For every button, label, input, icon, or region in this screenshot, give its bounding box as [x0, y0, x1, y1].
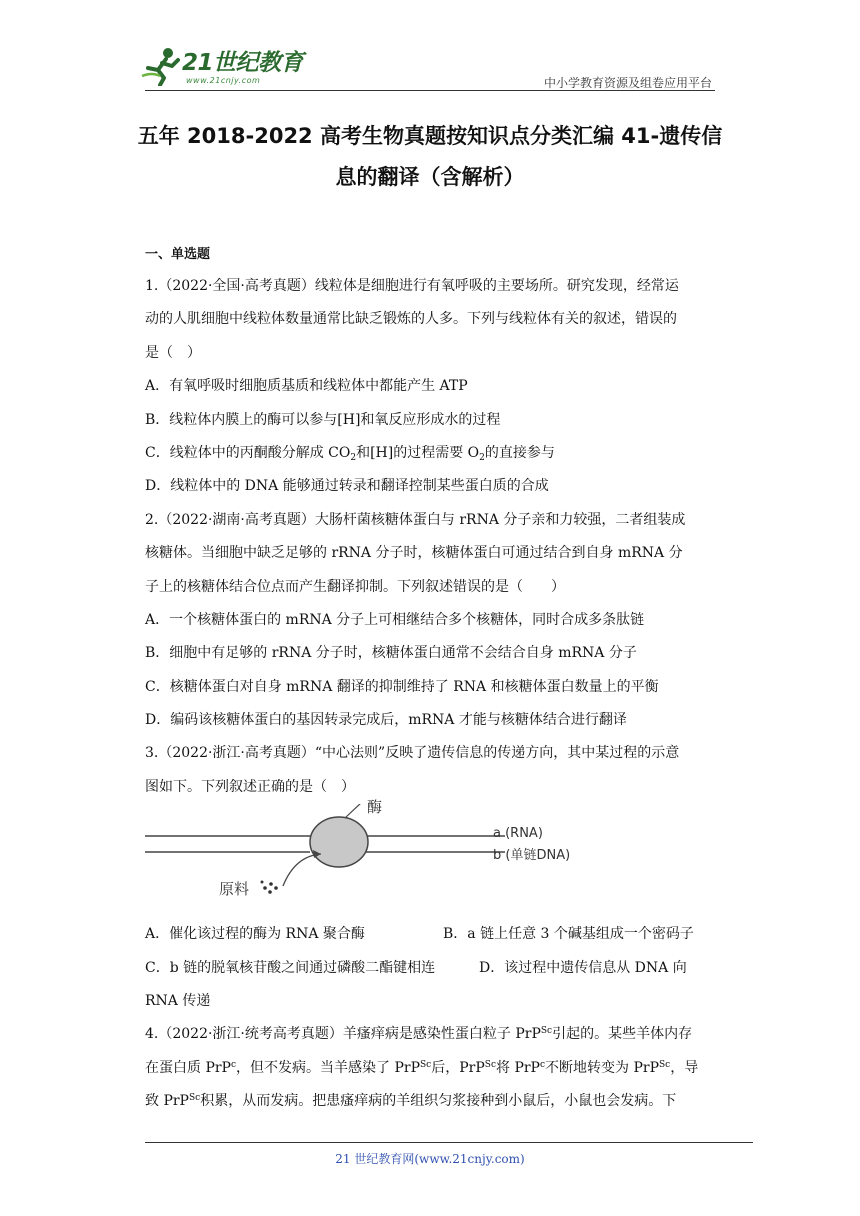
q2-option-d: D．编码该核糖体蛋白的基因转录完成后，mRNA 才能与核糖体结合进行翻译: [145, 712, 627, 729]
strand-a-label: a (RNA): [493, 826, 543, 842]
q4-l2-part: 将 PrP: [496, 1059, 540, 1076]
superscript-sc: Sc: [540, 1026, 553, 1037]
q4-l3-part: 致 PrP: [145, 1093, 189, 1110]
q4-stem-line-3: [145, 1085, 730, 1118]
subscript-2: 2: [479, 452, 485, 463]
q1-stem-line-3: 是（ ）: [145, 344, 201, 361]
nucleotide-dot: [261, 881, 264, 884]
superscript-sc: Sc: [420, 1059, 432, 1070]
platform-label: 中小学教育资源及组卷应用平台: [543, 76, 712, 90]
nucleotide-dot: [274, 886, 278, 890]
transcription-diagram: [145, 804, 730, 918]
site-logo[interactable]: [140, 40, 310, 92]
q2-option-b: B．细胞中有足够的 rRNA 分子时，核糖体蛋白通常不会结合自身 mRNA 分子: [145, 645, 637, 662]
q3-stem-line-1: 3.（2022·浙江·高考真题）“中心法则”反映了遗传信息的传递方向，其中某过程的示意: [145, 745, 680, 762]
footer-divider: [145, 1142, 753, 1143]
material-arrow: [283, 854, 321, 886]
logo-text: 21世纪教育: [182, 50, 304, 76]
q4-l3-part: 积累，从而发病。把患瘙痒病的羊组织匀浆接种到小鼠后，小鼠也会发病。下: [200, 1093, 677, 1110]
q1-stem-line-2: 动的人肌细胞中线粒体数量通常比缺乏锻炼的人多。下列与线粒体有关的叙述，错误的: [145, 311, 677, 328]
strand-b-label: b (单链DNA): [493, 848, 571, 864]
q2-stem-line-1: 2.（2022·湖南·高考真题）大肠杆菌核糖体蛋白与 rRNA 分子亲和力较强，二者组装成: [145, 511, 686, 528]
q4-l2-part: 后，PrP: [431, 1059, 485, 1076]
q1-option-c: [145, 437, 730, 470]
superscript-c: c: [539, 1059, 546, 1070]
q3-process-diagram: [145, 798, 730, 918]
q3-option-d-continued: RNA 传递: [145, 993, 211, 1010]
page-header: [0, 0, 860, 100]
nucleotide-dot: [263, 886, 267, 890]
section-heading: 一、单选题: [145, 247, 211, 262]
q4-l1-part: 引起的。某些羊体内存: [552, 1026, 693, 1043]
enzyme-ellipse: [310, 817, 368, 867]
q1-option-d: D．线粒体中的 DNA 能够通过转录和翻译控制某些蛋白质的合成: [145, 478, 549, 495]
q1-option-c-part-2: 和[H]的过程需要 O: [356, 444, 480, 461]
q4-l2-part: 在蛋白质 PrP: [145, 1059, 231, 1076]
q4-l1-part: 4.（2022·浙江·统考高考真题）羊瘙痒病是感染性蛋白粒子 PrP: [145, 1026, 541, 1043]
q3-option-a: A．催化该过程的酶为 RNA 聚合酶: [145, 926, 365, 943]
q3-option-b: B．a 链上任意 3 个碱基组成一个密码子: [443, 926, 694, 943]
subscript-2: 2: [350, 452, 357, 463]
footer-link[interactable]: 21 世纪教育网(www.21cnjy.com): [335, 1152, 525, 1166]
q4-l2-part: ，导: [670, 1059, 699, 1076]
logo-url: www.21cnjy.com: [186, 76, 261, 85]
q4-stem-line-2: [145, 1052, 730, 1085]
document-title-line-2: 息的翻译（含解析）: [335, 165, 525, 189]
superscript-sc: Sc: [188, 1093, 201, 1104]
superscript-c: c: [230, 1059, 237, 1070]
q2-stem-line-2: 核糖体。当细胞中缺乏足够的 rRNA 分子时，核糖体蛋白可通过结合到自身 mRNA 分: [145, 545, 683, 562]
material-label: 原料: [219, 880, 250, 899]
q4-l2-part: ，但不发病。当羊感染了 PrP: [236, 1059, 421, 1076]
runner-logo-icon: [140, 46, 182, 86]
q1-option-b: B．线粒体内膜上的酶可以参与[H]和氧反应形成水的过程: [145, 411, 501, 428]
q1-option-a: A．有氧呼吸时细胞质基质和线粒体中都能产生 ATP: [145, 378, 468, 395]
q2-option-c: C．核糖体蛋白对自身 mRNA 翻译的抑制维持了 RNA 和核糖体蛋白数量上的平衡: [145, 678, 659, 695]
q3-option-d: D．该过程中遗传信息从 DNA 向: [479, 959, 687, 976]
q3-options-row-2: [145, 952, 730, 985]
q4-l2-part: 不断地转变为 PrP: [545, 1059, 660, 1076]
q3-options-row-1: [145, 918, 730, 951]
superscript-sc: Sc: [484, 1059, 496, 1070]
document-title-line-1: 五年 2018-2022 高考生物真题按知识点分类汇编 41-遗传信: [137, 124, 723, 148]
q2-stem-line-3: 子上的核糖体结合位点而产生翻译抑制。下列叙述错误的是（ ）: [145, 578, 565, 595]
nucleotide-dot: [269, 882, 273, 886]
enzyme-label: 酶: [367, 798, 383, 817]
document-body: [145, 240, 730, 1119]
q4-stem-line-1: [145, 1018, 730, 1051]
nucleotide-dot: [268, 890, 272, 894]
q1-option-c-part-3: 的直接参与: [484, 444, 555, 461]
q2-option-a: A．一个核糖体蛋白的 mRNA 分子上可相继结合多个核糖体，同时合成多条肽链: [145, 611, 645, 628]
superscript-sc: Sc: [659, 1059, 671, 1070]
q1-option-c-part-1: C．线粒体中的丙酮酸分解成 CO: [145, 444, 351, 461]
q3-option-c: C．b 链的脱氧核苷酸之间通过磷酸二酯键相连: [145, 959, 436, 976]
q3-stem-line-2: 图如下。下列叙述正确的是（ ）: [145, 778, 355, 795]
enzyme-pointer: [345, 804, 362, 818]
q1-stem-line-1: 1.（2022·全国·高考真题）线粒体是细胞进行有氧呼吸的主要场所。研究发现，经常运: [145, 278, 679, 294]
header-divider: [145, 90, 715, 91]
